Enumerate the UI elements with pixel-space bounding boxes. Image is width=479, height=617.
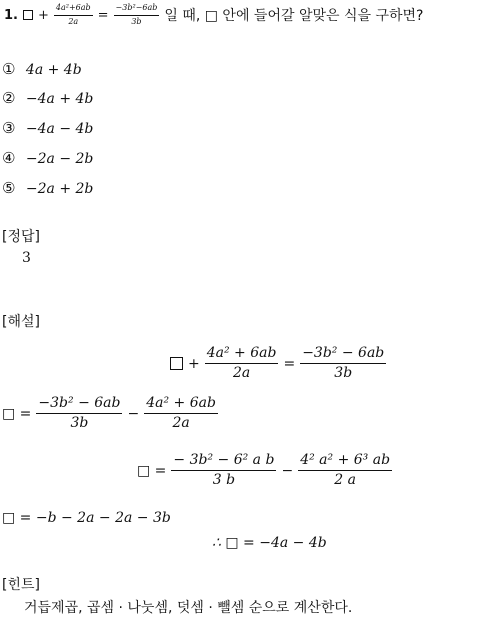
- answer-value: 3: [22, 250, 31, 266]
- choice-marker: ⑤: [2, 179, 16, 197]
- fraction-numerator: 4a²+6ab: [54, 4, 93, 16]
- plus-sign: +: [188, 355, 200, 372]
- hint-text: 거듭제곱, 곱셈 · 나눗셈, 덧셈 · 뺄셈 순으로 계산한다.: [24, 600, 353, 616]
- explanation-line-4: □ = −b − 2a − 2a − 3b: [2, 510, 171, 526]
- explanation-line-3: [137, 453, 392, 489]
- choice-marker: ②: [2, 89, 16, 107]
- explanation-conclusion: ∴ □ = −4a − 4b: [212, 535, 327, 551]
- equation-lhs: □ =: [2, 405, 32, 422]
- plus-sign: +: [37, 7, 49, 23]
- answer-label: [정답]: [2, 229, 40, 245]
- equation-lhs: □ =: [137, 462, 167, 479]
- minus-sign: −: [127, 405, 140, 422]
- fraction-denominator: 3 b: [212, 472, 236, 489]
- fraction-numerator: −3b² − 6ab: [300, 346, 386, 364]
- question-text: 일 때, □ 안에 들어갈 알맞은 식을 구하면?: [164, 8, 424, 25]
- fraction-numerator: 4a² + 6ab: [205, 346, 279, 364]
- fraction-denominator: 2a: [232, 365, 251, 382]
- choice-4[interactable]: [2, 149, 93, 167]
- question-fraction-1: [54, 4, 93, 27]
- choice-expression: −4a − 4b: [25, 121, 94, 137]
- cancelled-fraction: [171, 453, 276, 489]
- fraction-denominator: 2 a: [334, 472, 356, 489]
- choice-1[interactable]: [2, 60, 82, 78]
- question-line: [4, 4, 423, 27]
- choice-2[interactable]: [2, 89, 93, 107]
- cancelled-fraction: [298, 453, 392, 489]
- explanation-line-2: [2, 396, 218, 432]
- question-fraction-2: [114, 4, 160, 27]
- choice-5[interactable]: [2, 179, 93, 197]
- choice-marker: ③: [2, 119, 16, 137]
- choice-expression: −2a + 2b: [25, 181, 94, 197]
- question-number: 1.: [4, 7, 18, 23]
- fraction: [205, 346, 279, 382]
- choice-expression: 4a + 4b: [25, 62, 82, 78]
- fraction-denominator: 3b: [334, 365, 353, 382]
- fraction-denominator: 3b: [70, 415, 89, 432]
- fraction-numerator: 4a² + 6ab: [144, 396, 218, 414]
- choice-3[interactable]: [2, 119, 93, 137]
- choice-expression: −4a + 4b: [25, 91, 94, 107]
- fraction-denominator: 2a: [172, 415, 190, 432]
- fraction-denominator: 3b: [131, 16, 142, 26]
- fraction: [36, 396, 122, 432]
- explanation-line-1: [170, 346, 386, 382]
- blank-box: [23, 10, 33, 20]
- blank-box: [170, 357, 183, 370]
- equals-sign: =: [283, 355, 296, 372]
- fraction: [300, 346, 386, 382]
- fraction: [144, 396, 218, 432]
- choice-expression: −2a − 2b: [25, 151, 94, 167]
- choice-marker: ④: [2, 149, 16, 167]
- choice-marker: ①: [2, 60, 16, 78]
- fraction-numerator: −3b²−6ab: [114, 4, 160, 16]
- explanation-label: [해설]: [2, 314, 40, 330]
- fraction-numerator: −3b² − 6ab: [36, 396, 122, 414]
- fraction-denominator: 2a: [68, 16, 79, 26]
- minus-sign: −: [281, 462, 294, 479]
- hint-label: [힌트]: [2, 577, 40, 593]
- fraction-numerator: 4² a² + 6³ ab: [298, 453, 392, 471]
- fraction-numerator: − 3b² − 6² a b: [171, 453, 276, 471]
- equals-sign: =: [97, 7, 109, 23]
